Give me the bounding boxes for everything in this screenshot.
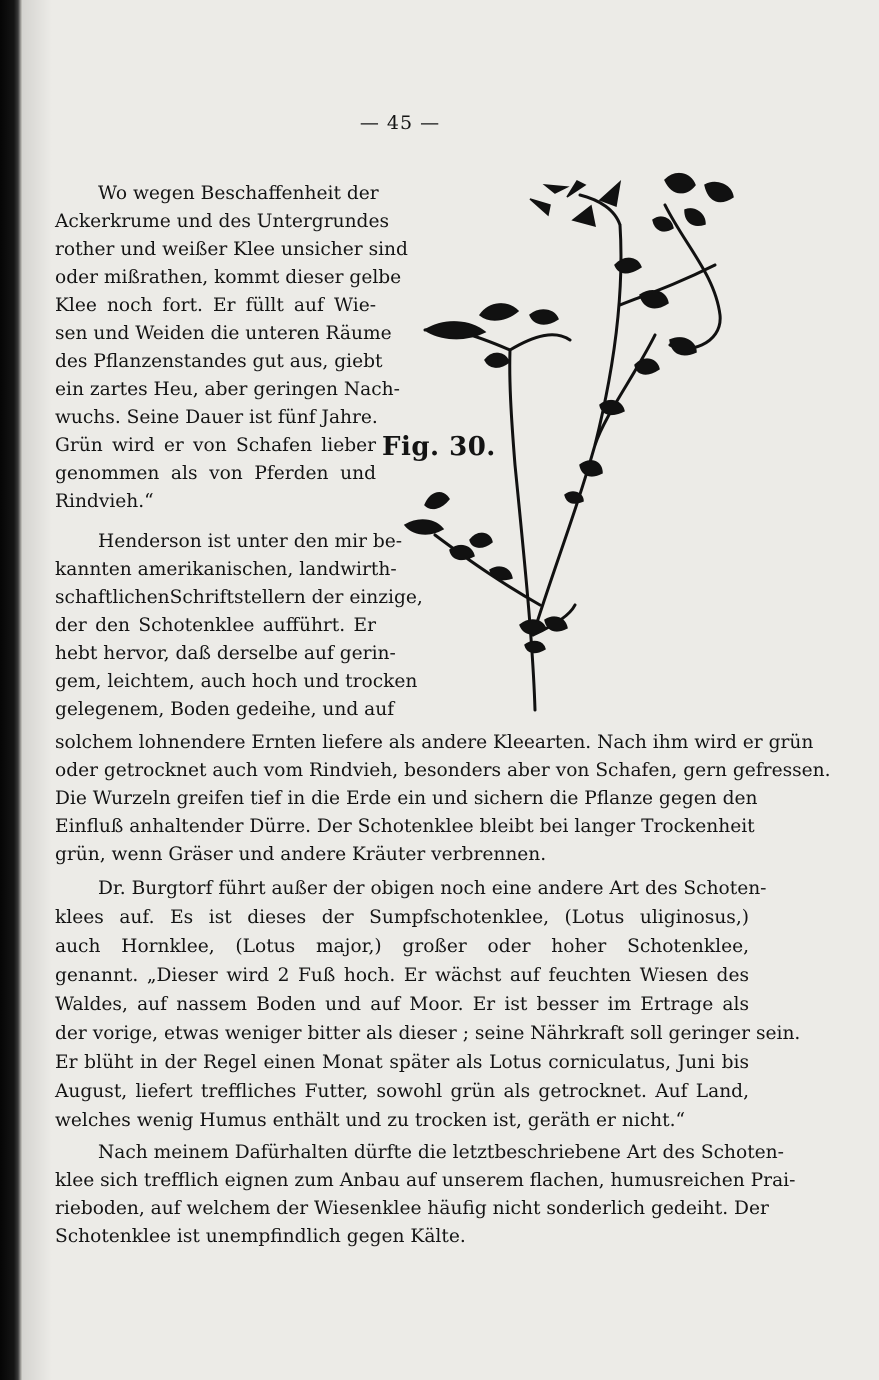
text-line: ein zartes Heu, aber geringen Nach-	[55, 379, 400, 400]
text-line: rieboden, auf welchem der Wiesenklee häufig nicht sonderlich gedeiht. Der	[55, 1198, 769, 1219]
text-line: klee sich trefflich eignen zum Anbau auf unserem flachen, humusreichen Prai-	[55, 1170, 796, 1191]
text-line: klees auf. Es ist dieses der Sumpfschotenklee, (Lotus uliginosus,)	[55, 907, 749, 928]
figure-label: Fig. 30.	[382, 432, 496, 462]
text-line: oder getrocknet auch vom Rindvieh, besonders aber von Schafen, gern gefressen.	[55, 760, 831, 781]
text-line: hebt hervor, daß derselbe auf gerin-	[55, 643, 396, 664]
text-line: gem, leichtem, auch hoch und trocken	[55, 671, 418, 692]
text-line: Dr. Burgtorf führt außer der obigen noch eine andere Art des Schoten-	[98, 878, 767, 899]
text-line: Waldes, auf nassem Boden und auf Moor. Er ist besser im Ertrage als	[55, 994, 749, 1015]
text-line: der den Schotenklee aufführt. Er	[55, 615, 376, 636]
text-line: Rindvieh.“	[55, 491, 154, 512]
text-line: Schotenklee ist unempfindlich gegen Kälte.	[55, 1226, 466, 1247]
text-line: schaftlichenSchriftstellern der einzige,	[55, 587, 423, 608]
page-number: — 45 —	[359, 112, 441, 134]
text-line: wuchs. Seine Dauer ist fünf Jahre.	[55, 407, 378, 428]
text-line: genommen als von Pferden und	[55, 463, 376, 484]
text-line: August, liefert treffliches Futter, sowohl grün als getrocknet. Auf Land,	[55, 1081, 749, 1102]
text-line: Ackerkrume und des Untergrundes	[55, 211, 389, 232]
text-line: Henderson ist unter den mir be-	[98, 531, 403, 552]
text-line: gelegenem, Boden gedeihe, und auf	[55, 699, 395, 720]
text-line: Wo wegen Beschaffenheit der	[98, 183, 379, 204]
gutter-shadow	[22, 0, 52, 1380]
text-line: Die Wurzeln greifen tief in die Erde ein und sichern die Pflanze gegen den	[55, 788, 758, 809]
text-line: Klee noch fort. Er füllt auf Wie-	[55, 295, 376, 316]
text-line: Grün wird er von Schafen lieber	[55, 435, 376, 456]
text-line: der vorige, etwas weniger bitter als dieser ; seine Nährkraft soll geringer sein.	[55, 1023, 801, 1044]
book-spine-edge	[0, 0, 22, 1380]
text-line: solchem lohnendere Ernten liefere als andere Kleearten. Nach ihm wird er grün	[55, 732, 814, 753]
text-line: sen und Weiden die unteren Räume	[55, 323, 392, 344]
text-line: Einfluß anhaltender Dürre. Der Schotenklee bleibt bei langer Trockenheit	[55, 816, 755, 837]
text-line: welches wenig Humus enthält und zu trocken ist, geräth er nicht.“	[55, 1110, 686, 1131]
text-line: kannten amerikanischen, landwirth-	[55, 559, 397, 580]
text-line: Nach meinem Dafürhalten dürfte die letztbeschriebene Art des Schoten-	[98, 1142, 784, 1163]
text-line: Er blüht in der Regel einen Monat später als Lotus corniculatus, Juni bis	[55, 1052, 749, 1073]
text-line: auch Hornklee, (Lotus major,) großer oder hoher Schotenklee,	[55, 936, 749, 957]
text-line: grün, wenn Gräser und andere Kräuter verbrennen.	[55, 844, 547, 865]
text-line: des Pflanzenstandes gut aus, giebt	[55, 351, 383, 372]
text-line: genannt. „Dieser wird 2 Fuß hoch. Er wächst auf feuchten Wiesen des	[55, 965, 749, 986]
text-line: rother und weißer Klee unsicher sind	[55, 239, 408, 260]
text-line: oder mißrathen, kommt dieser gelbe	[55, 267, 402, 288]
